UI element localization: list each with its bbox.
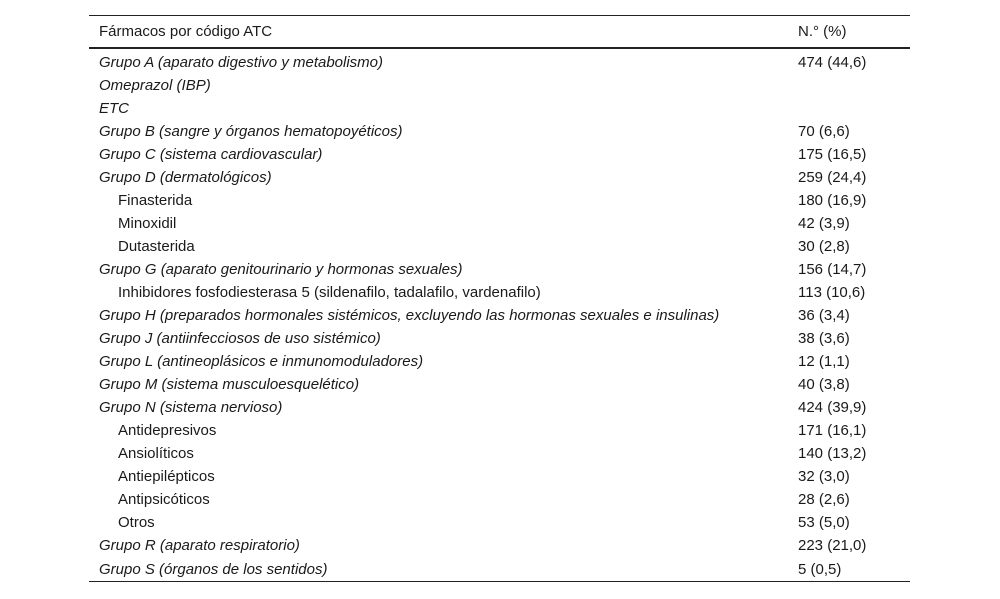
table-row <box>89 258 910 281</box>
table-row <box>89 304 910 327</box>
atc-group-label: Grupo D (dermatológicos) <box>99 169 272 186</box>
drug-subitem-label: Inhibidores fosfodiesterasa 5 (sildenafilo, tadalafilo, vardenafilo) <box>118 284 541 301</box>
count-percent-value: 113 (10,6) <box>798 284 866 301</box>
count-percent-value: 40 (3,8) <box>798 376 850 393</box>
table-body <box>89 48 910 582</box>
atc-group-label: Omeprazol (IBP) <box>99 77 211 94</box>
atc-group-label: ETC <box>99 100 129 117</box>
table-row <box>89 281 910 304</box>
count-percent-value: 140 (13,2) <box>798 445 867 462</box>
atc-group-label: Grupo R (aparato respiratorio) <box>99 537 300 554</box>
atc-group-label: Grupo G (aparato genitourinario y hormonas sexuales) <box>99 261 463 278</box>
table-row <box>89 74 910 97</box>
table-row <box>89 511 910 534</box>
atc-group-label: Grupo S (órganos de los sentidos) <box>99 560 328 578</box>
atc-drug-table <box>89 15 910 582</box>
table-row <box>89 557 910 582</box>
count-percent-value: 36 (3,4) <box>798 307 850 324</box>
drug-subitem-label: Finasterida <box>118 192 193 209</box>
atc-drug-table-container <box>89 15 910 582</box>
count-percent-value: 5 (0,5) <box>798 560 842 578</box>
count-percent-value: 424 (39,9) <box>798 399 867 416</box>
count-percent-value: 156 (14,7) <box>798 261 867 278</box>
atc-group-label: Grupo A (aparato digestivo y metabolismo) <box>99 54 384 71</box>
count-percent-value: 175 (16,5) <box>798 146 867 163</box>
count-percent-value: 70 (6,6) <box>798 123 850 140</box>
count-percent-value: 30 (2,8) <box>798 238 850 255</box>
atc-group-label: Grupo J (antiinfecciosos de uso sistémico) <box>99 330 381 347</box>
table-row <box>89 97 910 120</box>
drug-subitem-label: Ansiolíticos <box>118 445 194 462</box>
table-row <box>89 166 910 189</box>
table-row <box>89 120 910 143</box>
atc-group-label: Grupo B (sangre y órganos hematopoyéticos) <box>99 123 403 140</box>
atc-group-label: Grupo H (preparados hormonales sistémicos, excluyendo las hormonas sexuales e insulinas) <box>99 307 720 324</box>
drug-subitem-label: Antidepresivos <box>118 422 217 439</box>
table-row <box>89 396 910 419</box>
table-row <box>89 373 910 396</box>
count-percent-value: 12 (1,1) <box>798 353 850 370</box>
count-percent-value: 38 (3,6) <box>798 330 850 347</box>
table-row <box>89 143 910 166</box>
drug-subitem-label: Antiepilépticos <box>118 468 215 485</box>
table-row <box>89 350 910 373</box>
count-percent-value <box>793 74 910 97</box>
header-count-column: N.° (%) <box>798 23 847 40</box>
atc-group-label: Grupo C (sistema cardiovascular) <box>99 146 323 163</box>
header-drug-column: Fármacos por código ATC <box>99 23 273 40</box>
count-percent-value: 28 (2,6) <box>798 491 850 508</box>
table-row <box>89 442 910 465</box>
atc-group-label: Grupo M (sistema musculoesquelético) <box>99 376 360 393</box>
table-header <box>89 16 910 49</box>
table-row <box>89 189 910 212</box>
count-percent-value: 474 (44,6) <box>798 54 867 71</box>
table-row <box>89 235 910 258</box>
drug-subitem-label: Minoxidil <box>118 215 177 232</box>
drug-subitem-label: Otros <box>118 514 155 531</box>
drug-subitem-label: Antipsicóticos <box>118 491 210 508</box>
count-percent-value: 32 (3,0) <box>798 468 850 485</box>
table-row <box>89 465 910 488</box>
count-percent-value: 223 (21,0) <box>798 537 867 554</box>
count-percent-value: 171 (16,1) <box>798 422 867 439</box>
header-row <box>89 16 910 49</box>
atc-group-label: Grupo L (antineoplásicos e inmunomoduladores) <box>99 353 424 370</box>
count-percent-value: 259 (24,4) <box>798 169 867 186</box>
count-percent-value <box>793 97 910 120</box>
table-row <box>89 327 910 350</box>
table-row <box>89 419 910 442</box>
drug-subitem-label: Dutasterida <box>118 238 195 255</box>
count-percent-value: 180 (16,9) <box>798 192 867 209</box>
table-row <box>89 48 910 74</box>
table-row <box>89 488 910 511</box>
atc-group-label: Grupo N (sistema nervioso) <box>99 399 283 416</box>
table-row <box>89 534 910 557</box>
count-percent-value: 53 (5,0) <box>798 514 850 531</box>
count-percent-value: 42 (3,9) <box>798 215 850 232</box>
table-row <box>89 212 910 235</box>
